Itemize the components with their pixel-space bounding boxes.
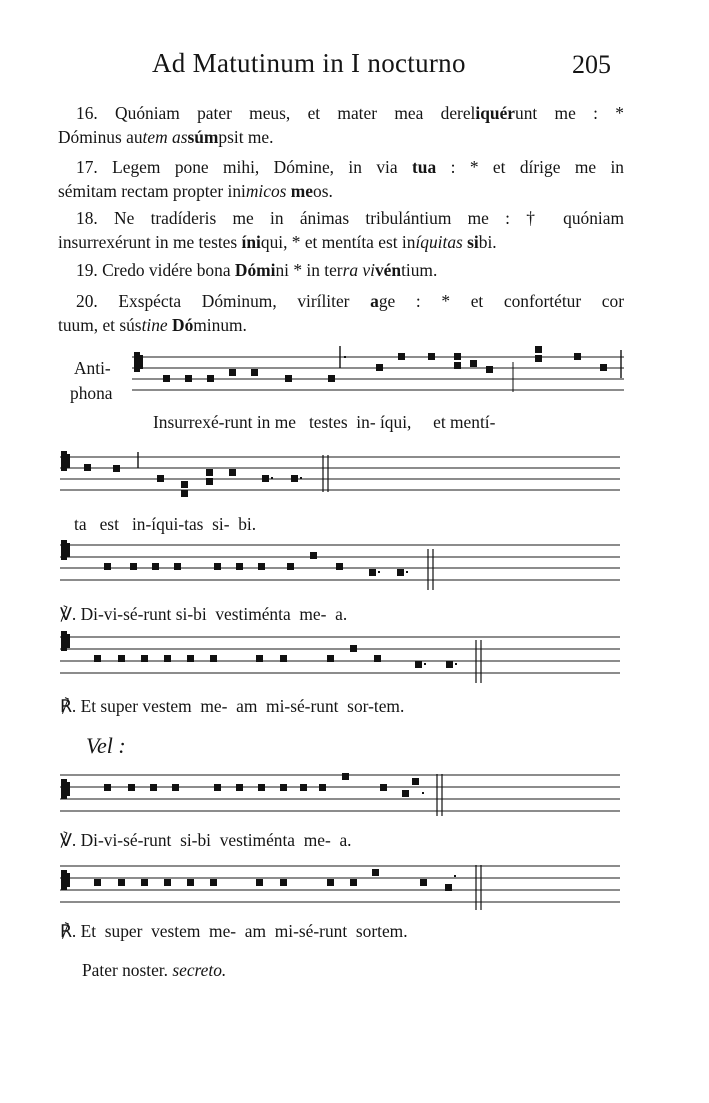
versicle-1: ℣. Di-vi-sé-runt si-bi vestiménta me- a. [60,604,348,624]
footer-prefix: Pater noster. [82,960,173,980]
page-number: 205 [572,50,611,79]
text-run: Dóminus au [58,127,143,147]
staff-lines [60,357,624,902]
text-run: ge : * et confortétur cor [378,291,624,311]
text-run: os. [313,181,333,201]
text-run: tine [141,315,168,335]
text-run: iquér [475,103,516,123]
text-run: micos [245,181,287,201]
text-run: ra vi [342,260,375,280]
text-run: Dómi [234,260,276,280]
text-run: 20. Exspécta Dóminum, viríliter [76,291,371,311]
page-title: Ad Matutinum in I nocturno [152,48,466,78]
text-run: minum. [193,315,247,335]
antiphon-label: Anti- [74,358,111,378]
text-run: me [290,181,314,201]
antiphon-lyrics-2: ta est in-íqui-tas si- bi. [74,514,257,534]
vel-label: Vel : [86,733,126,758]
text-run: si [467,232,479,252]
text-run: tem as [142,127,188,147]
response-1: ℟. Et super vestem me- am mi-sé-runt sor-tem. [60,696,405,716]
text-run: tuum, et sús [58,315,142,335]
text-run: insurrexérunt in me testes [58,232,242,252]
text-run: unt me : * [515,103,624,123]
versicle-2: ℣. Di-vi-sé-runt si-bi vestiménta me- a. [60,830,352,850]
text-run: a [370,291,379,311]
text-run: vén [374,260,402,280]
text-run: íquitas [415,232,463,252]
text-run: súm [187,127,219,147]
text-run: Dó [172,315,194,335]
text-run: tium. [401,260,438,280]
text-run: ni * in ter [275,260,343,280]
text-run: tua [412,157,437,177]
text-run: 18. Ne tradíderis me in ánimas tribulántium me : † quóniam [76,208,624,228]
text-run: 17. Legem pone mihi, Dómine, in via [76,157,413,177]
text-run: : * et dírige me in [436,157,624,177]
text-run: bi. [478,232,497,252]
text-run: sémitam rectam propter ini [58,181,246,201]
footer-italic: secreto. [172,960,227,980]
text-run: íni [241,232,261,252]
text-run: 19. Credo vidére bona [76,260,235,280]
text-run: 16. Quóniam pater meus, et mater mea derel [76,103,476,123]
response-2: ℟. Et super vestem me- am mi-sé-runt sortem. [60,921,408,941]
footer-note [82,960,226,981]
text-run: psit me. [218,127,274,147]
antiphon-label-2: phona [70,383,113,403]
antiphon-lyrics-1: Insurrexé-runt in me testes in- íqui, et mentí- [153,412,496,432]
text-run: qui, * et mentíta est in [260,232,416,252]
